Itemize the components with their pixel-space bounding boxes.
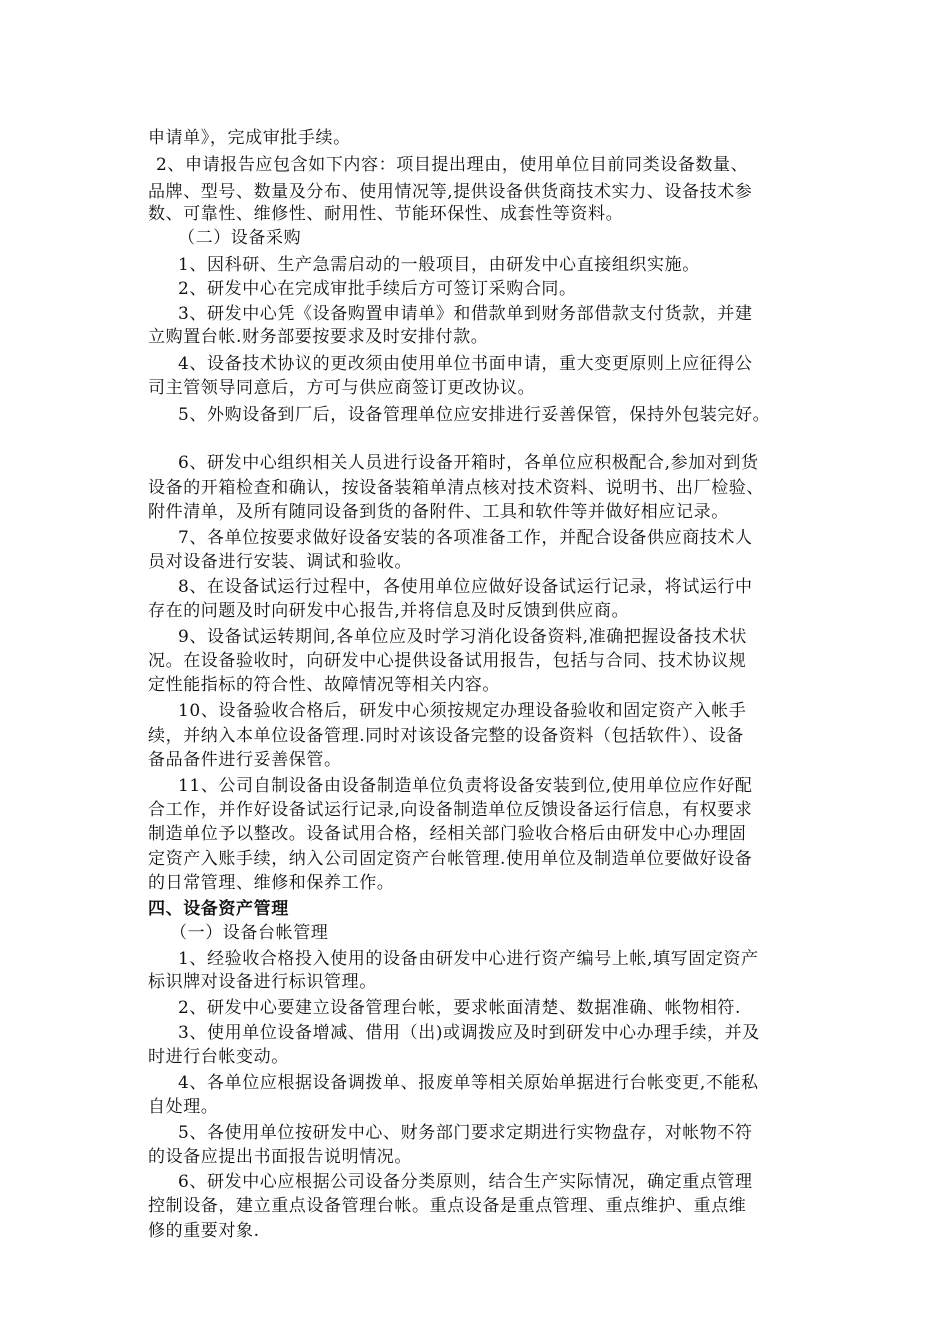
paragraph-line: 自处理。 (148, 1097, 219, 1117)
section-subheading: （一）设备台帐管理 (170, 923, 329, 943)
paragraph-line: 7、各单位按要求做好设备安装的各项准备工作，并配合设备供应商技术人 (178, 528, 753, 548)
paragraph-line: 时进行台帐变动。 (148, 1047, 289, 1067)
paragraph-line: 定资产入账手续，纳入公司固定资产台帐管理.使用单位及制造单位要做好设备 (148, 849, 753, 869)
paragraph-line: 8、在设备试运行过程中，各使用单位应做好设备试运行记录，将试运行中 (178, 577, 753, 597)
paragraph-line: 的设备应提出书面报告说明情况。 (148, 1147, 412, 1167)
paragraph-line: 续，并纳入本单位设备管理.同时对该设备完整的设备资料（包括软件）、设备 (148, 726, 744, 746)
paragraph-line: 5、各使用单位按研发中心、财务部门要求定期进行实物盘存，对帐物不符 (178, 1123, 753, 1143)
paragraph-line: 9、设备试运转期间,各单位应及时学习消化设备资料,准确把握设备技术状 (178, 627, 748, 647)
paragraph-line: 况。在设备验收时，向研发中心提供设备试用报告，包括与合同、技术协议规 (148, 651, 747, 671)
paragraph-line: 定性能指标的符合性、故障情况等相关内容。 (148, 675, 500, 695)
paragraph-line: 2、研发中心在完成审批手续后方可签订采购合同。 (178, 279, 577, 299)
paragraph-line: 的日常管理、维修和保养工作。 (148, 873, 395, 893)
paragraph-line: 2、研发中心要建立设备管理台帐，要求帐面清楚、数据准确、帐物相符. (178, 998, 742, 1018)
paragraph-line: 设备的开箱检查和确认，按设备装箱单清点核对技术资料、说明书、出厂检验、 (148, 478, 764, 498)
section-subheading: （二）设备采购 (178, 228, 302, 248)
paragraph-line: 3、使用单位设备增减、借用（出)或调拨应及时到研发中心办理手续，并及 (178, 1023, 760, 1043)
paragraph-line: 合工作，并作好设备试运行记录,向设备制造单位反馈设备运行信息，有权要求 (148, 800, 753, 820)
paragraph-line: 10、设备验收合格后，研发中心须按规定办理设备验收和固定资产入帐手 (178, 701, 747, 721)
paragraph-line: 品牌、型号、数量及分布、使用情况等,提供设备供货商技术实力、设备技术参 (148, 182, 753, 202)
paragraph-line: 5、外购设备到厂后，设备管理单位应安排进行妥善保管，保持外包装完好。 (178, 405, 771, 425)
paragraph-line: 制造单位予以整改。设备试用合格，经相关部门验收合格后由研发中心办理固 (148, 824, 747, 844)
paragraph-line: 存在的问题及时向研发中心报告,并将信息及时反馈到供应商。 (148, 601, 630, 621)
paragraph-line: 标识牌对设备进行标识管理。 (148, 972, 377, 992)
paragraph-line: 控制设备，建立重点设备管理台帐。重点设备是重点管理、重点维护、重点维 (148, 1196, 747, 1216)
paragraph-line: 3、研发中心凭《设备购置申请单》和借款单到财务部借款支付货款，并建 (178, 304, 753, 324)
paragraph-line: 6、研发中心应根据公司设备分类原则，结合生产实际情况，确定重点管理 (178, 1172, 753, 1192)
paragraph-line: 11、公司自制设备由设备制造单位负责将设备安装到位,使用单位应作好配 (178, 776, 753, 796)
paragraph-line: 2、申请报告应包含如下内容：项目提出理由，使用单位目前同类设备数量、 (156, 155, 749, 175)
paragraph-line: 4、设备技术协议的更改须由使用单位书面申请，重大变更原则上应征得公 (178, 354, 753, 374)
paragraph-line: 数、可靠性、维修性、耐用性、节能环保性、成套性等资料。 (148, 204, 624, 224)
paragraph-line: 附件清单，及所有随同设备到货的备附件、工具和软件等并做好相应记录。 (148, 502, 729, 522)
paragraph-line: 立购置台帐.财务部要按要求及时安排付款。 (148, 327, 489, 347)
paragraph-line: 备品备件进行妥善保管。 (148, 750, 342, 770)
paragraph-line: 修的重要对象. (148, 1221, 260, 1241)
paragraph-line: 1、经验收合格投入使用的设备由研发中心进行资产编号上帐,填写固定资产 (178, 949, 759, 969)
paragraph-line: 司主管领导同意后，方可与供应商签订更改协议。 (148, 378, 536, 398)
paragraph-line: 员对设备进行安装、调试和验收。 (148, 552, 412, 572)
paragraph-line: 6、研发中心组织相关人员进行设备开箱时，各单位应积极配合,参加对到货 (178, 453, 759, 473)
section-heading: 四、设备资产管理 (148, 899, 289, 919)
paragraph-line: 申请单》，完成审批手续。 (148, 128, 351, 148)
paragraph-line: 1、因科研、生产急需启动的一般项目，由研发中心直接组织实施。 (178, 255, 700, 275)
paragraph-line: 4、各单位应根据设备调拨单、报废单等相关原始单据进行台帐变更,不能私 (178, 1073, 759, 1093)
